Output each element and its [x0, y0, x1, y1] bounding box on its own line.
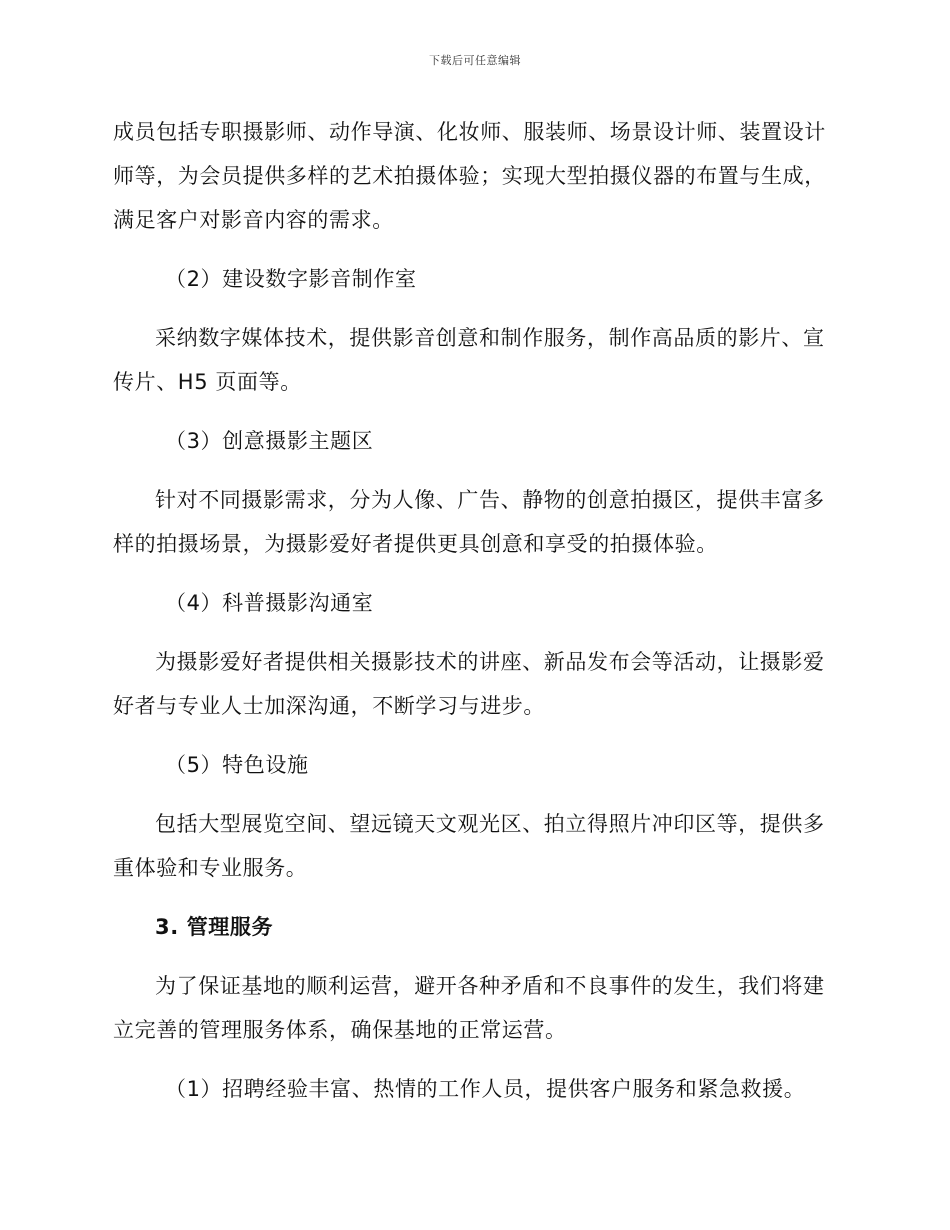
subheading-creative-zone: （3）创意摄影主题区	[165, 429, 374, 453]
paragraph-communication-room: 为摄影爱好者提供相关摄影技术的讲座、新品发布会等活动，让摄影爱好者与专业人士加深沟通，不断学习与进步。	[113, 650, 825, 718]
paragraph-digital-studio: 采纳数字媒体技术，提供影音创意和制作服务，制作高品质的影片、宣传片、H5 页面等。	[113, 326, 825, 394]
paragraph-management: 为了保证基地的顺利运营，避开各种矛盾和不良事件的发生，我们将建立完善的管理服务体系，确保基地的正常运营。	[113, 974, 825, 1042]
subheading-special-facilities: （5）特色设施	[165, 753, 309, 777]
list-item-recruitment: （1）招聘经验丰富、热情的工作人员，提供客户服务和紧急救援。	[165, 1077, 806, 1101]
document-body	[113, 110, 833, 1126]
paragraph-members: 成员包括专职摄影师、动作导演、化妆师、服装师、场景设计师、装置设计师等，为会员提供多样的艺术拍摄体验；实现大型拍摄仪器的布置与生成，满足客户对影音内容的需求。	[113, 120, 826, 232]
section-heading-management: 3. 管理服务	[155, 915, 274, 939]
paragraph-special-facilities: 包括大型展览空间、望远镜天文观光区、拍立得照片冲印区等，提供多重体验和专业服务。	[113, 812, 825, 880]
page-header: 下载后可任意编辑	[429, 54, 521, 67]
paragraph-creative-zone: 针对不同摄影需求，分为人像、广告、静物的创意拍摄区，提供丰富多样的拍摄场景，为摄影爱好者提供更具创意和享受的拍摄体验。	[113, 488, 825, 556]
subheading-digital-studio: （2）建设数字影音制作室	[165, 267, 417, 291]
subheading-communication-room: （4）科普摄影沟通室	[165, 591, 374, 615]
